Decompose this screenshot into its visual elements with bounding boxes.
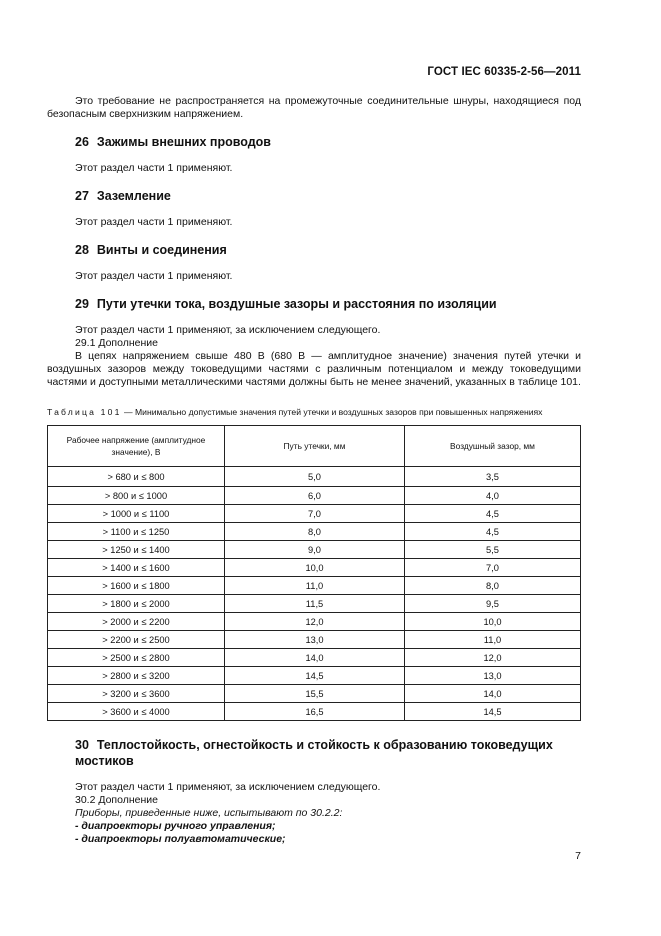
section-28-text: Этот раздел части 1 применяют. (75, 270, 233, 282)
cell-creepage: 7,0 (225, 505, 405, 523)
list-item: - диапроекторы ручного управления; (75, 820, 276, 832)
cell-voltage: > 800 и ≤ 1000 (48, 487, 225, 505)
cell-clearance: 10,0 (405, 613, 581, 631)
table-row (48, 667, 581, 685)
cell-clearance: 8,0 (405, 577, 581, 595)
cell-creepage: 11,5 (225, 595, 405, 613)
column-header-clearance: Воздушный зазор, мм (405, 426, 581, 467)
section-27-heading (47, 188, 581, 204)
section-28-number: 28 (75, 243, 89, 257)
column-header-creepage: Путь утечки, мм (225, 426, 405, 467)
cell-voltage: > 2000 и ≤ 2200 (48, 613, 225, 631)
cell-creepage: 15,5 (225, 685, 405, 703)
cell-creepage: 11,0 (225, 577, 405, 595)
table-row (48, 505, 581, 523)
table-row (48, 523, 581, 541)
cell-creepage: 9,0 (225, 541, 405, 559)
cell-clearance: 13,0 (405, 667, 581, 685)
section-27-number: 27 (75, 189, 89, 203)
cell-creepage: 6,0 (225, 487, 405, 505)
cell-voltage: > 1400 и ≤ 1600 (48, 559, 225, 577)
cell-voltage: > 3200 и ≤ 3600 (48, 685, 225, 703)
section-26-number: 26 (75, 135, 89, 149)
cell-voltage: > 2500 и ≤ 2800 (48, 649, 225, 667)
table-row (48, 649, 581, 667)
section-30-number: 30 (75, 738, 89, 752)
section-29-number: 29 (75, 297, 89, 311)
section-30-2-text: Приборы, приведенные ниже, испытывают по 30.2.2: (75, 807, 343, 819)
table-row (48, 703, 581, 721)
section-27-text: Этот раздел части 1 применяют. (75, 216, 233, 228)
standard-code-header: ГОСТ IEC 60335-2-56—2011 (427, 66, 581, 78)
table-101-caption-text: — Минимально допустимые значения путей утечки и воздушных зазоров при повышенных напряжениях (121, 407, 543, 417)
section-29-1-text: В цепях напряжением свыше 480 В (680 В — амплитудное значение) значения путей утечки и воздушных зазоров между токоведущими частями с различным потенциалом и между токоведущими частями и доступными металлическими частями должны быть не менее значений, указанных в таблице 101. (47, 350, 581, 388)
page-number: 7 (575, 850, 581, 862)
table-101-label: Таблица 101 (47, 407, 122, 417)
cell-creepage: 16,5 (225, 703, 405, 721)
intro-paragraph: Это требование не распространяется на промежуточные соединительные шнуры, находящиеся под безопасным сверхнизким напряжением. (47, 95, 581, 120)
section-30-2-heading: 30.2 Дополнение (75, 794, 158, 806)
cell-voltage: > 1800 и ≤ 2000 (48, 595, 225, 613)
section-28-title: Винты и соединения (96, 243, 227, 257)
cell-creepage: 8,0 (225, 523, 405, 541)
table-row (48, 487, 581, 505)
section-30-heading (47, 737, 581, 769)
cell-clearance: 4,5 (405, 523, 581, 541)
section-29-heading (47, 296, 581, 312)
cell-voltage: > 1250 и ≤ 1400 (48, 541, 225, 559)
cell-voltage: > 1100 и ≤ 1250 (48, 523, 225, 541)
section-30-text: Этот раздел части 1 применяют, за исключением следующего. (75, 781, 381, 793)
table-row (48, 577, 581, 595)
page-content (47, 95, 581, 846)
section-27-title: Заземление (96, 189, 171, 203)
cell-voltage: > 1000 и ≤ 1100 (48, 505, 225, 523)
table-row (48, 541, 581, 559)
list-item: - диапроекторы полуавтоматические; (75, 833, 286, 845)
table-header-row (48, 426, 581, 467)
section-29-text: Этот раздел части 1 применяют, за исключением следующего. (75, 324, 381, 336)
cell-clearance: 12,0 (405, 649, 581, 667)
cell-clearance: 4,5 (405, 505, 581, 523)
cell-creepage: 5,0 (225, 467, 405, 487)
cell-clearance: 9,5 (405, 595, 581, 613)
cell-voltage: > 680 и ≤ 800 (48, 467, 225, 487)
clearance-table (47, 425, 581, 721)
table-101-caption (47, 407, 581, 418)
cell-clearance: 4,0 (405, 487, 581, 505)
column-header-voltage: Рабочее напряжение (амплитудное значение), В (48, 426, 225, 467)
cell-clearance: 14,5 (405, 703, 581, 721)
table-row (48, 559, 581, 577)
section-29-1-heading: 29.1 Дополнение (75, 337, 158, 349)
section-28-heading (47, 242, 581, 258)
cell-voltage: > 2200 и ≤ 2500 (48, 631, 225, 649)
cell-creepage: 14,5 (225, 667, 405, 685)
cell-clearance: 3,5 (405, 467, 581, 487)
cell-creepage: 12,0 (225, 613, 405, 631)
section-30-title: Теплостойкость, огнестойкость и стойкость к образованию токоведущих мостиков (75, 738, 553, 768)
cell-clearance: 7,0 (405, 559, 581, 577)
table-row (48, 613, 581, 631)
cell-voltage: > 3600 и ≤ 4000 (48, 703, 225, 721)
section-26-title: Зажимы внешних проводов (96, 135, 271, 149)
table-row (48, 595, 581, 613)
cell-clearance: 14,0 (405, 685, 581, 703)
cell-clearance: 11,0 (405, 631, 581, 649)
table-row (48, 631, 581, 649)
section-26-heading (47, 134, 581, 150)
cell-creepage: 13,0 (225, 631, 405, 649)
cell-creepage: 14,0 (225, 649, 405, 667)
section-26-text: Этот раздел части 1 применяют. (75, 162, 233, 174)
cell-voltage: > 2800 и ≤ 3200 (48, 667, 225, 685)
cell-voltage: > 1600 и ≤ 1800 (48, 577, 225, 595)
cell-clearance: 5,5 (405, 541, 581, 559)
section-29-title: Пути утечки тока, воздушные зазоры и расстояния по изоляции (96, 297, 497, 311)
table-row (48, 685, 581, 703)
cell-creepage: 10,0 (225, 559, 405, 577)
table-row (48, 467, 581, 487)
